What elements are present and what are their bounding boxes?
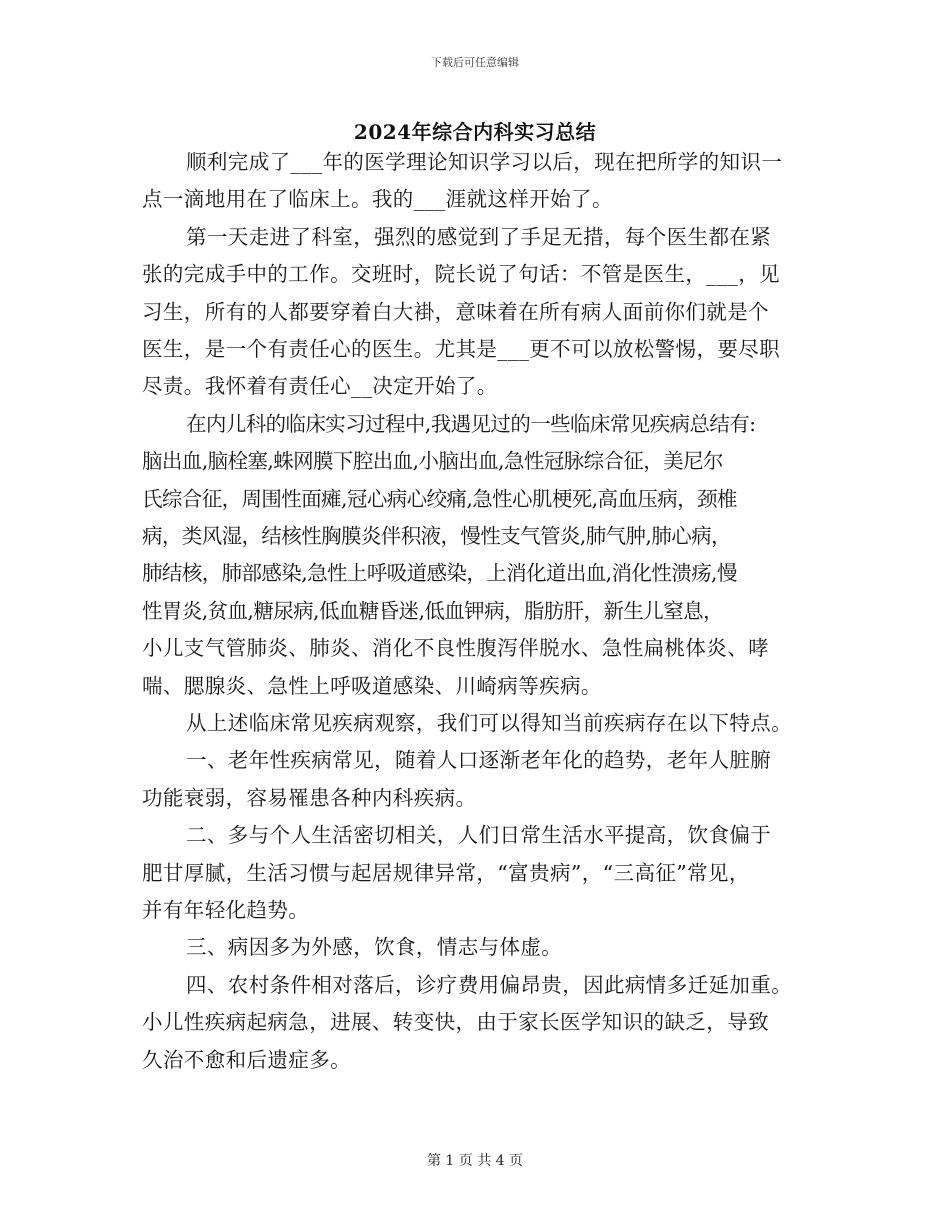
page-number-footer: 第 1 页 共 4 页 (426, 1153, 524, 1169)
text-line: 在内儿科的临床实习过程中,我遇见过的一些临床常见疾病总结有: (186, 412, 756, 436)
text-line: 四、农村条件相对落后，诊疗费用偏昂贵，因此病情多迁延加重。 (186, 973, 793, 997)
text-line: 氏综合征，周围性面瘫,冠心病心绞痛,急性心肌梗死,高血压病，颈椎 (142, 487, 737, 511)
text-line: 小儿性疾病起病急，进展、转变快，由于家长医学知识的缺乏，导致 (142, 1010, 769, 1034)
page-title: 2024年综合内科实习总结 (353, 120, 597, 144)
text-line: 点一滴地用在了临床上。我的___涯就这样开始了。 (142, 187, 613, 211)
text-line: 肥甘厚腻，生活习惯与起居规律异常，“富贵病”，“三高征”常见， (142, 861, 750, 885)
text-line: 三、病因多为外感，饮食，情志与体虚。 (186, 935, 563, 959)
text-line: 第一天走进了科室，强烈的感觉到了手足无措，每个医生都在紧 (186, 225, 772, 249)
text-line: 病，类风湿，结核性胸膜炎伴积液，慢性支气管炎,肺气肿,肺心病， (142, 524, 731, 548)
text-line: 尽责。我怀着有责任心__决定开始了。 (142, 374, 498, 398)
text-line: 医生，是一个有责任心的医生。尤其是___更不可以放松警惕，要尽职 (142, 337, 781, 361)
text-line: 脑出血,脑栓塞,蛛网膜下腔出血,小脑出血,急性冠脉综合征，美尼尔 (142, 449, 723, 473)
text-line: 从上述临床常见疾病观察，我们可以得知当前疾病存在以下特点。 (186, 711, 793, 735)
text-line: 肺结核，肺部感染,急性上呼吸道感染，上消化道出血,消化性溃疡,慢 (142, 561, 737, 585)
text-line: 性胃炎,贫血,糖尿病,低血糖昏迷,低血钾病，脂肪肝，新生儿窒息， (142, 599, 723, 623)
text-line: 顺利完成了___年的医学理论知识学习以后，现在把所学的知识一 (186, 150, 783, 174)
text-line: 一、老年性疾病常见，随着人口逐渐老年化的趋势，老年人脏腑 (186, 748, 772, 772)
text-line: 习生，所有的人都要穿着白大褂，意味着在所有病人面前你们就是个 (142, 300, 769, 324)
text-line: 张的完成手中的工作。交班时，院长说了句话：不管是医生，___，见 (142, 262, 781, 286)
text-line: 喘、腮腺炎、急性上呼吸道感染、川崎病等疾病。 (142, 674, 602, 698)
text-line: 并有年轻化趋势。 (142, 898, 310, 922)
header-note: 下载后可任意编辑 (431, 56, 519, 69)
text-line: 功能衰弱，容易罹患各种内科疾病。 (142, 786, 477, 810)
text-line: 久治不愈和后遗症多。 (142, 1048, 351, 1072)
text-line: 小儿支气管肺炎、肺炎、消化不良性腹泻伴脱水、急性扁桃体炎、哮 (142, 636, 769, 660)
text-line: 二、多与个人生活密切相关，人们日常生活水平提高，饮食偏于 (186, 823, 772, 847)
